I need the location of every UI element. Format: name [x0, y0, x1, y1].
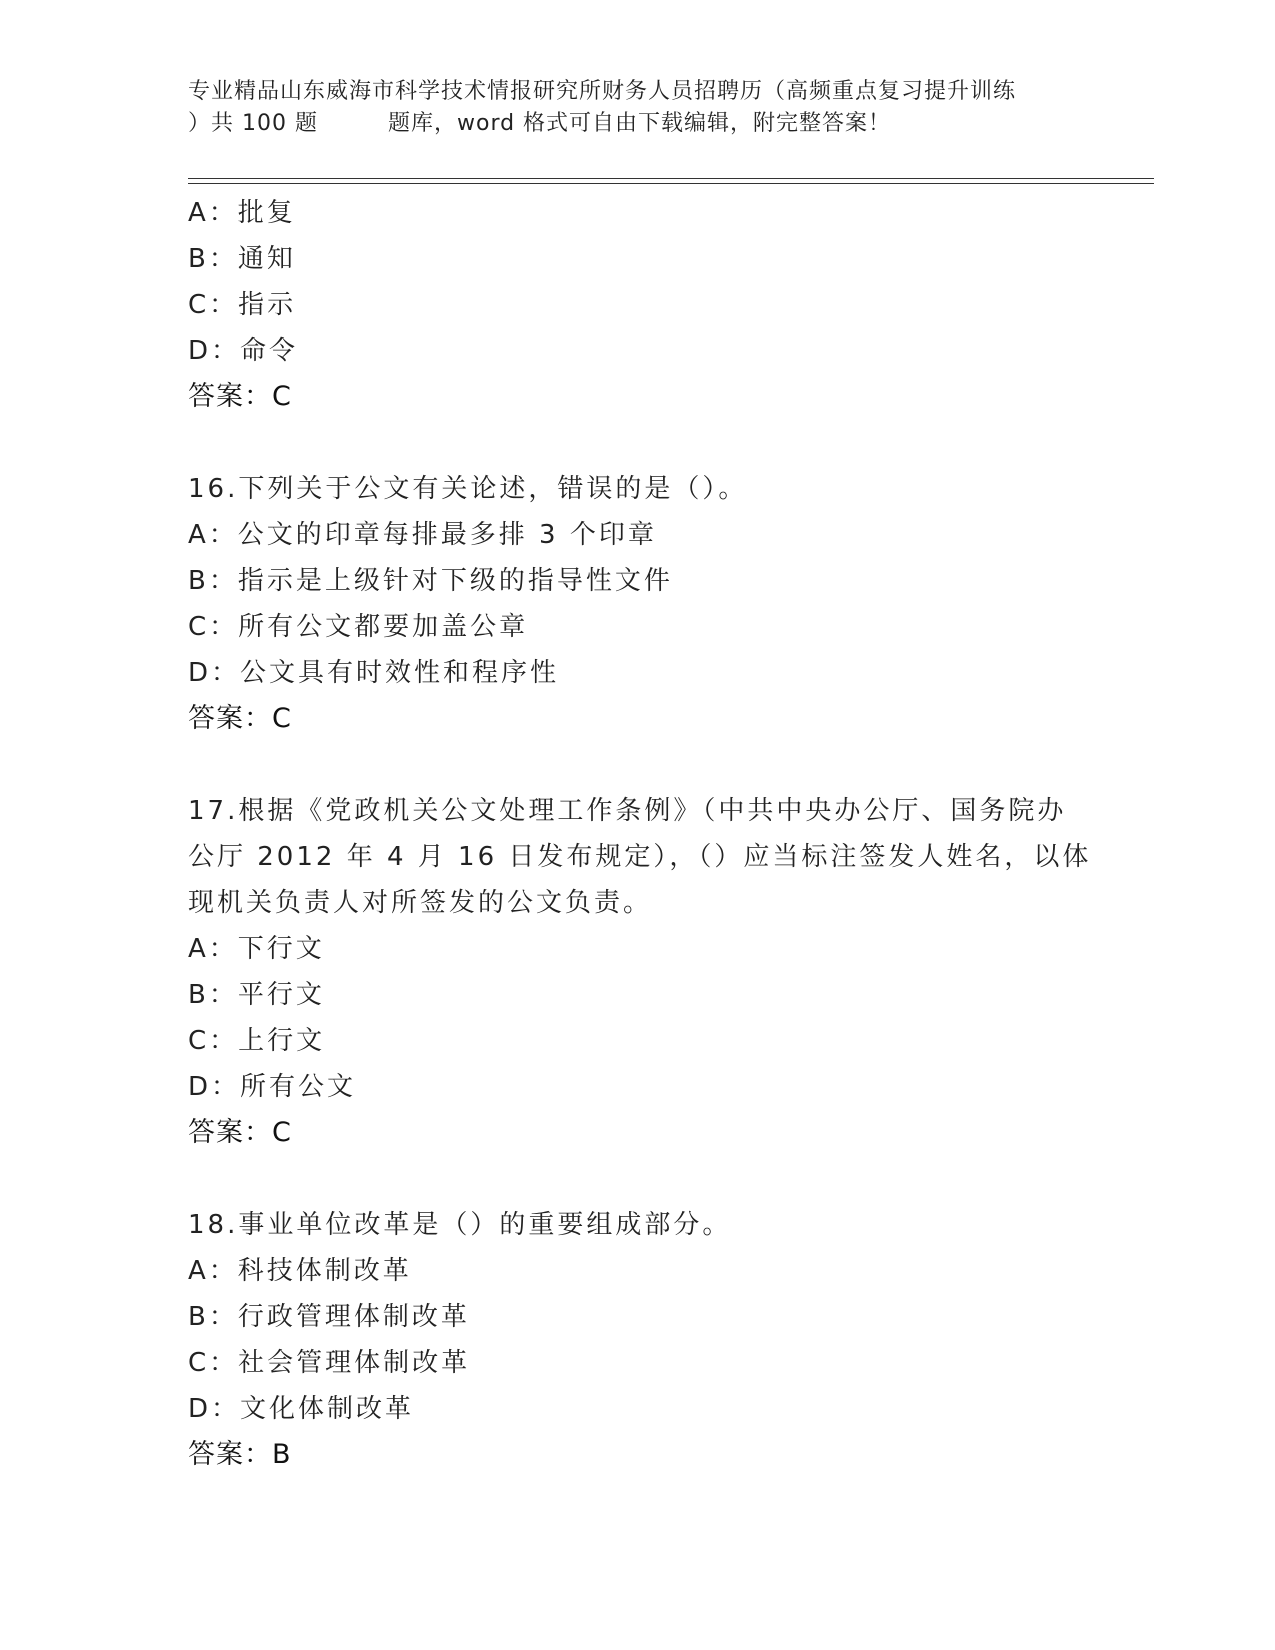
header-line-2	[188, 108, 1088, 140]
option-d: D：所有公文	[188, 1072, 357, 1102]
option-a: A：公文的印章每排最多排 3 个印章	[188, 520, 657, 550]
document-header	[188, 76, 1088, 140]
answer: 答案：B	[188, 1439, 292, 1470]
question-text-line-2: 公厅 2012 年 4 月 16 日发布规定），（）应当标注签发人姓名，以体	[188, 842, 1092, 872]
header-count: ）共 100 题	[188, 111, 318, 136]
answer: 答案：C	[188, 703, 292, 734]
header-line-1: 专业精品山东威海市科学技术情报研究所财务人员招聘历（高频重点复习提升训练	[188, 79, 1017, 104]
answer: 答案：C	[188, 381, 292, 412]
header-divider-top	[188, 178, 1154, 179]
option-c: C：所有公文都要加盖公章	[188, 612, 529, 642]
option-d: D：文化体制改革	[188, 1394, 415, 1424]
option-d: D：公文具有时效性和程序性	[188, 658, 560, 688]
option-b: B：平行文	[188, 980, 325, 1010]
question-18	[188, 1202, 1088, 1478]
question-list	[188, 190, 1092, 1478]
question-16	[188, 466, 1088, 742]
option-a: A：批复	[188, 198, 296, 228]
option-b: B：通知	[188, 244, 296, 274]
option-a: A：科技体制改革	[188, 1256, 412, 1286]
option-b: B：指示是上级针对下级的指导性文件	[188, 566, 673, 596]
option-a: A：下行文	[188, 934, 325, 964]
question-15	[188, 190, 1088, 420]
option-c: C：上行文	[188, 1026, 326, 1056]
option-b: B：行政管理体制改革	[188, 1302, 470, 1332]
option-c: C：社会管理体制改革	[188, 1348, 471, 1378]
question-text: 18.事业单位改革是（）的重要组成部分。	[188, 1210, 732, 1240]
question-text-line-1: 17.根据《党政机关公文处理工作条例》（中共中央办公厅、国务院办	[188, 796, 1067, 826]
header-divider-bottom	[188, 183, 1154, 184]
option-d: D：命令	[188, 336, 299, 366]
option-c: C：指示	[188, 290, 297, 320]
question-17	[188, 788, 1092, 1156]
answer: 答案：C	[188, 1117, 292, 1148]
header-description: 题库，word 格式可自由下载编辑，附完整答案！	[387, 111, 892, 136]
question-text-line-3: 现机关负责人对所签发的公文负责。	[188, 888, 653, 918]
question-text: 16.下列关于公文有关论述，错误的是（）。	[188, 474, 748, 504]
